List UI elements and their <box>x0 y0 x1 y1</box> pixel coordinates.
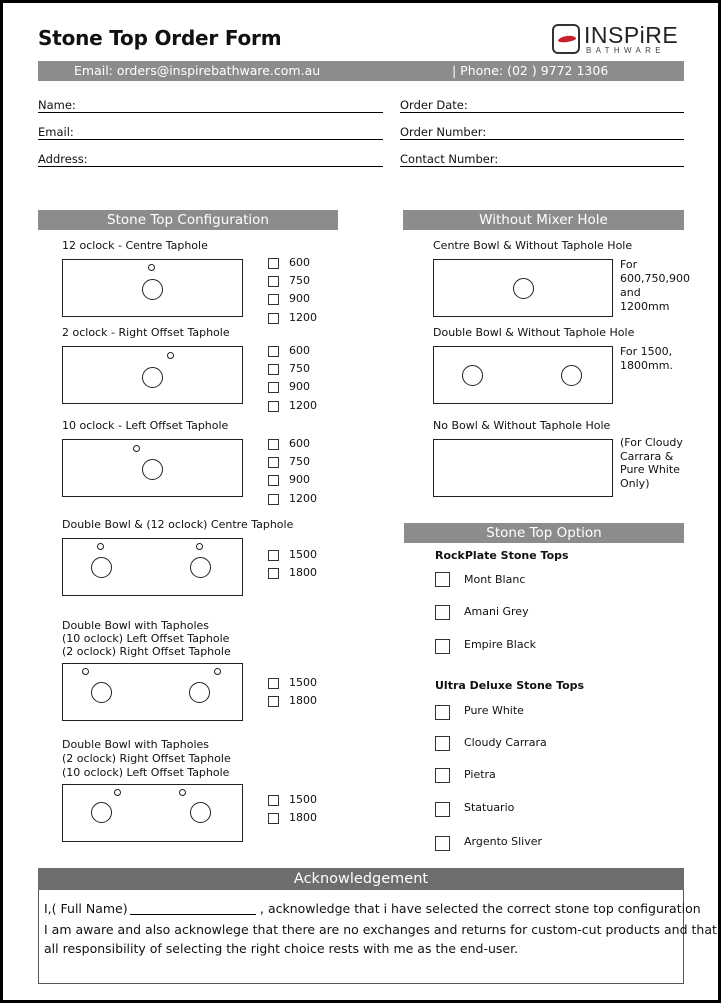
size-checkbox[interactable] <box>268 550 279 561</box>
ack-line3: all responsibility of selecting the right choice rests with me as the end-user. <box>44 941 519 956</box>
no-mixer-note: For 600,750,900 and 1200mm <box>620 258 690 313</box>
bowl-icon <box>190 557 211 578</box>
size-checkbox[interactable] <box>268 276 279 287</box>
size-label: 900 <box>289 473 310 486</box>
stone-checkbox[interactable] <box>435 572 450 587</box>
size-checkbox[interactable] <box>268 494 279 505</box>
bowl-icon <box>561 365 582 386</box>
size-checkbox[interactable] <box>268 795 279 806</box>
stone-option-label: Argento Sliver <box>464 835 543 848</box>
size-label: 600 <box>289 344 310 357</box>
stone-checkbox[interactable] <box>435 736 450 751</box>
size-label: 1800 <box>289 566 317 579</box>
size-label: 1800 <box>289 811 317 824</box>
ultra-title: Ultra Deluxe Stone Tops <box>435 679 585 692</box>
taphole-icon <box>167 352 174 359</box>
name-field-line[interactable] <box>38 112 383 113</box>
size-checkbox[interactable] <box>268 258 279 269</box>
size-label: 1500 <box>289 676 317 689</box>
order-number-label: Order Number: <box>400 125 487 139</box>
order-date-label: Order Date: <box>400 98 468 112</box>
stone-option-label: Pietra <box>464 768 496 781</box>
config-item-label: 12 oclock - Centre Taphole <box>62 239 208 252</box>
taphole-icon <box>214 668 221 675</box>
config-item-label: (10 oclock) Left Offset Taphole <box>62 632 230 645</box>
size-label: 600 <box>289 437 310 450</box>
size-checkbox[interactable] <box>268 401 279 412</box>
contact-bar <box>38 61 684 81</box>
vanity-top-diagram <box>433 439 613 497</box>
size-label: 750 <box>289 274 310 287</box>
stone-checkbox[interactable] <box>435 802 450 817</box>
brand-logo <box>552 22 679 60</box>
config-heading: Stone Top Configuration <box>38 210 338 230</box>
stone-option-heading: Stone Top Option <box>404 523 684 543</box>
vanity-top-diagram <box>62 663 243 721</box>
size-label: 1200 <box>289 311 317 324</box>
size-label: 1500 <box>289 548 317 561</box>
bowl-icon <box>462 365 483 386</box>
stone-checkbox[interactable] <box>435 836 450 851</box>
vanity-top-diagram <box>433 259 613 317</box>
stone-option-label: Pure White <box>464 704 524 717</box>
size-checkbox[interactable] <box>268 364 279 375</box>
vanity-top-diagram <box>62 538 243 596</box>
logo-mark-icon <box>552 24 580 54</box>
stone-option-label: Empire Black <box>464 638 537 651</box>
size-label: 1200 <box>289 399 317 412</box>
size-checkbox[interactable] <box>268 294 279 305</box>
size-checkbox[interactable] <box>268 346 279 357</box>
email-label: Email: <box>38 125 74 139</box>
size-label: 750 <box>289 362 310 375</box>
taphole-icon <box>179 789 186 796</box>
contact-number-label: Contact Number: <box>400 152 499 166</box>
config-item-label: Double Bowl with Tapholes <box>62 738 210 751</box>
ack-line2: I am aware and also acknowlege that there are no exchanges and returns for custom-cut products and that <box>44 922 717 937</box>
config-item-label: (2 oclock) Right Offset Taphole <box>62 645 231 658</box>
vanity-top-diagram <box>62 784 243 842</box>
vanity-top-diagram <box>433 346 613 404</box>
stone-option-label: Cloudy Carrara <box>464 736 547 749</box>
vanity-top-diagram <box>62 439 243 497</box>
bowl-icon <box>142 279 163 300</box>
bowl-icon <box>142 367 163 388</box>
config-item-label: 2 oclock - Right Offset Taphole <box>62 326 230 339</box>
config-item-label: 10 oclock - Left Offset Taphole <box>62 419 229 432</box>
stone-option-label: Statuario <box>464 801 515 814</box>
vanity-top-diagram <box>62 346 243 404</box>
no-mixer-heading: Without Mixer Hole <box>403 210 684 230</box>
size-checkbox[interactable] <box>268 382 279 393</box>
logo-text: INSPiRE <box>584 22 679 48</box>
no-mixer-item-label: No Bowl & Without Taphole Hole <box>433 419 611 432</box>
ack-line1: , acknowledge that i have selected the correct stone top configuration <box>260 901 701 916</box>
address-label: Address: <box>38 152 88 166</box>
page-title: Stone Top Order Form <box>38 26 282 50</box>
size-checkbox[interactable] <box>268 475 279 486</box>
size-label: 750 <box>289 455 310 468</box>
email-field-line[interactable] <box>38 139 383 140</box>
contact-phone: | Phone: (02 ) 9772 1306 <box>452 63 609 78</box>
order-date-field-line[interactable] <box>400 112 684 113</box>
taphole-icon <box>82 668 89 675</box>
size-label: 1500 <box>289 793 317 806</box>
taphole-icon <box>97 543 104 550</box>
size-checkbox[interactable] <box>268 439 279 450</box>
size-label: 1200 <box>289 492 317 505</box>
taphole-icon <box>133 445 140 452</box>
bowl-icon <box>190 802 211 823</box>
size-label: 600 <box>289 256 310 269</box>
size-checkbox[interactable] <box>268 813 279 824</box>
name-label: Name: <box>38 98 76 112</box>
config-item-label: (2 oclock) Right Offset Taphole <box>62 752 231 765</box>
bowl-icon <box>91 802 112 823</box>
order-number-field-line[interactable] <box>400 139 684 140</box>
size-label: 900 <box>289 380 310 393</box>
stone-checkbox[interactable] <box>435 605 450 620</box>
taphole-icon <box>114 789 121 796</box>
stone-checkbox[interactable] <box>435 705 450 720</box>
stone-option-label: Mont Blanc <box>464 573 526 586</box>
bowl-icon <box>142 459 163 480</box>
config-item-label: (10 oclock) Left Offset Taphole <box>62 766 230 779</box>
no-mixer-note: (For Cloudy Carrara & Pure White Only) <box>620 436 683 490</box>
bowl-icon <box>91 682 112 703</box>
ack-fullname-line[interactable] <box>130 914 256 915</box>
vanity-top-diagram <box>62 259 243 317</box>
address-field-line[interactable] <box>38 166 383 167</box>
ack-fullname-label: I,( Full Name) <box>44 901 128 916</box>
bowl-icon <box>91 557 112 578</box>
stone-checkbox[interactable] <box>435 639 450 654</box>
logo-subtext: BATHWARE <box>586 46 665 55</box>
no-mixer-item-label: Double Bowl & Without Taphole Hole <box>433 326 635 339</box>
size-checkbox[interactable] <box>268 678 279 689</box>
taphole-icon <box>196 543 203 550</box>
stone-checkbox[interactable] <box>435 768 450 783</box>
config-item-label: Double Bowl & (12 oclock) Centre Taphole <box>62 518 294 531</box>
stone-option-label: Amani Grey <box>464 605 529 618</box>
no-mixer-item-label: Centre Bowl & Without Taphole Hole <box>433 239 633 252</box>
config-item-label: Double Bowl with Tapholes <box>62 619 210 632</box>
contact-email: Email: orders@inspirebathware.com.au <box>74 63 321 78</box>
bowl-icon <box>189 682 210 703</box>
bowl-icon <box>513 278 534 299</box>
size-checkbox[interactable] <box>268 457 279 468</box>
size-label: 1800 <box>289 694 317 707</box>
size-checkbox[interactable] <box>268 696 279 707</box>
no-mixer-note: For 1500, 1800mm. <box>620 345 673 372</box>
rockplate-title: RockPlate Stone Tops <box>435 549 569 562</box>
size-checkbox[interactable] <box>268 313 279 324</box>
size-checkbox[interactable] <box>268 568 279 579</box>
taphole-icon <box>148 264 155 271</box>
contact-number-field-line[interactable] <box>400 166 684 167</box>
size-label: 900 <box>289 292 310 305</box>
acknowledgement-heading: Acknowledgement <box>38 868 684 890</box>
